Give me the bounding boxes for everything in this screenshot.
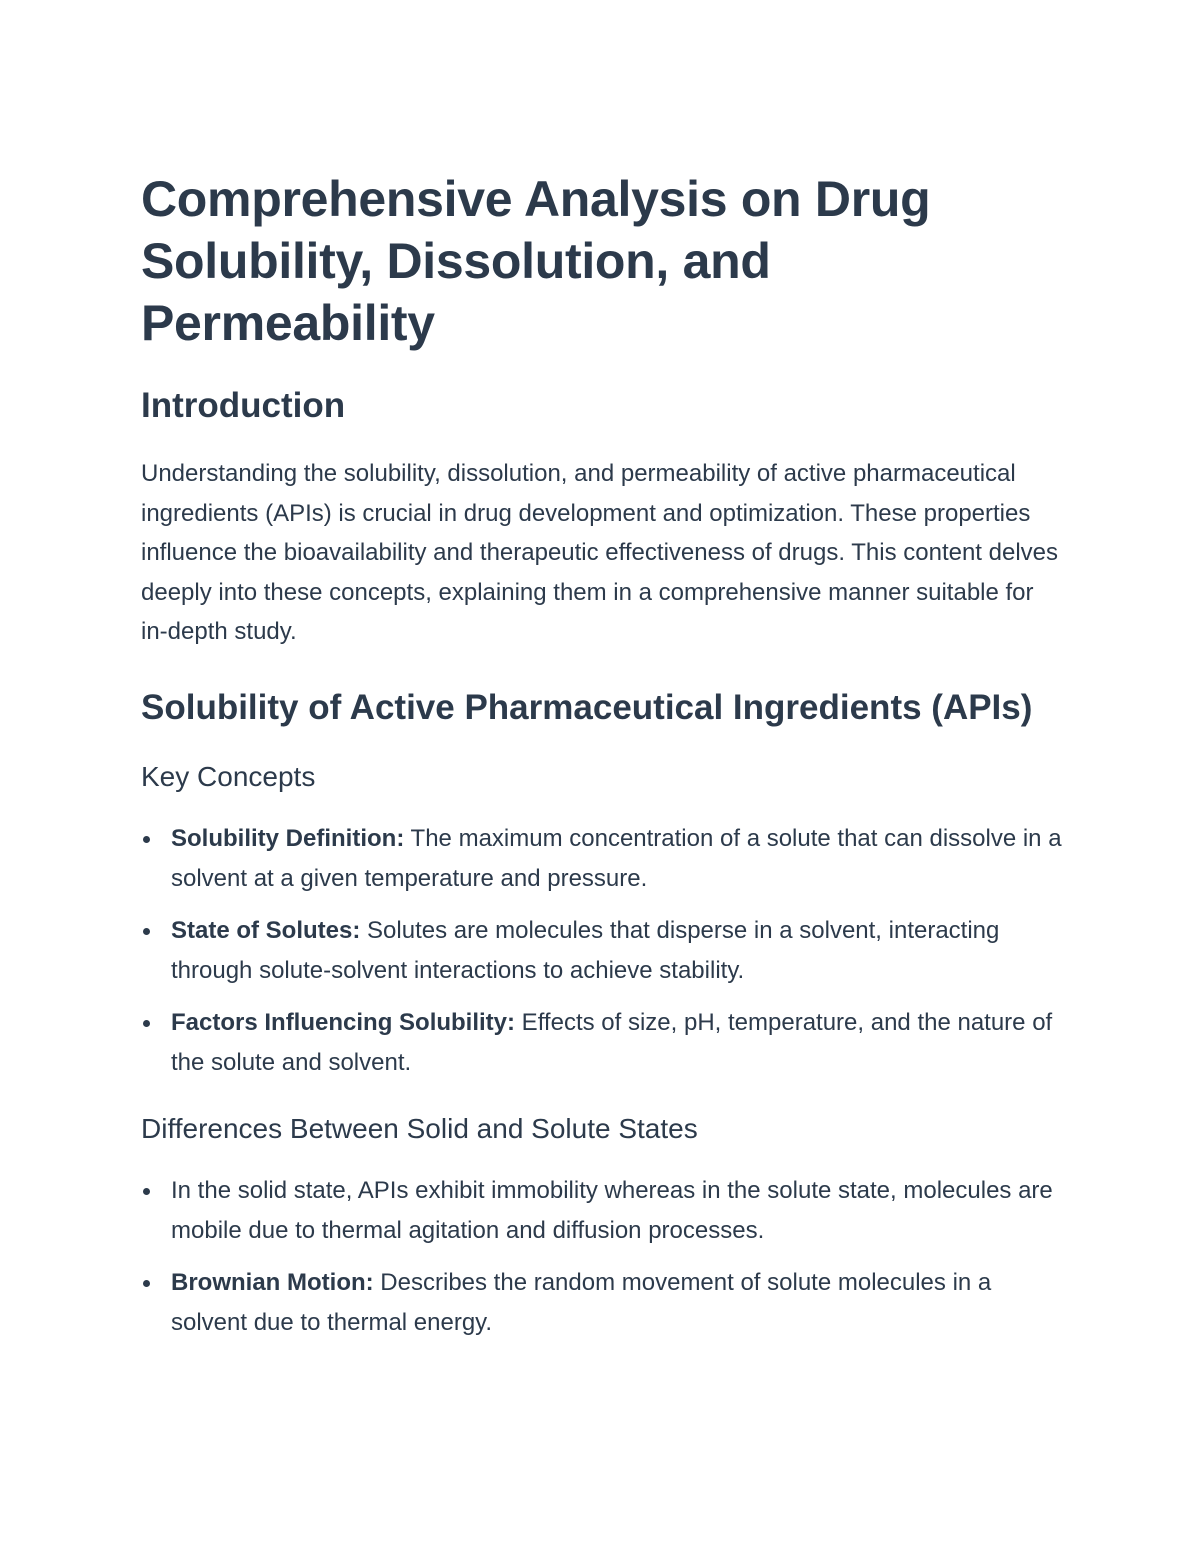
- introduction-heading: Introduction: [141, 386, 346, 425]
- list-item-text: The maximum concentration of a solute that can dissolve in a solvent at a given temperature and pressure.: [171, 824, 1062, 892]
- bullet-icon: [143, 1020, 150, 1027]
- list-item: [141, 1171, 1066, 1251]
- list-item-text: Describes the random movement of solute molecules in a solvent due to thermal energy.: [171, 1268, 992, 1336]
- list-item-term: State of Solutes:: [171, 916, 361, 944]
- list-item-term: Solubility Definition:: [171, 824, 405, 852]
- document-page: [141, 168, 1066, 1355]
- list-item-term: Factors Influencing Solubility:: [171, 1008, 516, 1036]
- introduction-paragraph: Understanding the solubility, dissolution, and permeability of active pharmaceutical ingredients (APIs) is crucial in drug development and optimization. These properties influence the bioavailability and therapeutic effectiveness of drugs. This content delves deeply into these concepts, explaining them in a comprehensive manner suitable for in-depth study.: [141, 460, 1059, 645]
- list-item: [141, 1263, 1066, 1343]
- bullet-icon: [143, 928, 150, 935]
- bullet-icon: [143, 1280, 150, 1287]
- list-item-term: Brownian Motion:: [171, 1268, 374, 1296]
- solubility-section-heading: Solubility of Active Pharmaceutical Ingredients (APIs): [141, 687, 1033, 727]
- key-concepts-list: [141, 819, 1066, 1083]
- differences-heading: Differences Between Solid and Solute States: [141, 1112, 698, 1144]
- list-item-text: In the solid state, APIs exhibit immobility whereas in the solute state, molecules are mobile due to thermal agitation and diffusion processes.: [171, 1176, 1053, 1244]
- document-title: Comprehensive Analysis on Drug Solubility, Dissolution, and Permeability: [141, 171, 931, 351]
- list-item-text: Solutes are molecules that disperse in a solvent, interacting through solute-solvent interactions to achieve stability.: [171, 916, 1000, 984]
- differences-list: [141, 1171, 1066, 1343]
- list-item: [141, 819, 1066, 899]
- list-item: [141, 911, 1066, 991]
- key-concepts-heading: Key Concepts: [141, 760, 316, 792]
- list-item-text: Effects of size, pH, temperature, and the nature of the solute and solvent.: [171, 1008, 1053, 1076]
- bullet-icon: [143, 1188, 150, 1195]
- list-item: [141, 1003, 1066, 1083]
- bullet-icon: [143, 836, 150, 843]
